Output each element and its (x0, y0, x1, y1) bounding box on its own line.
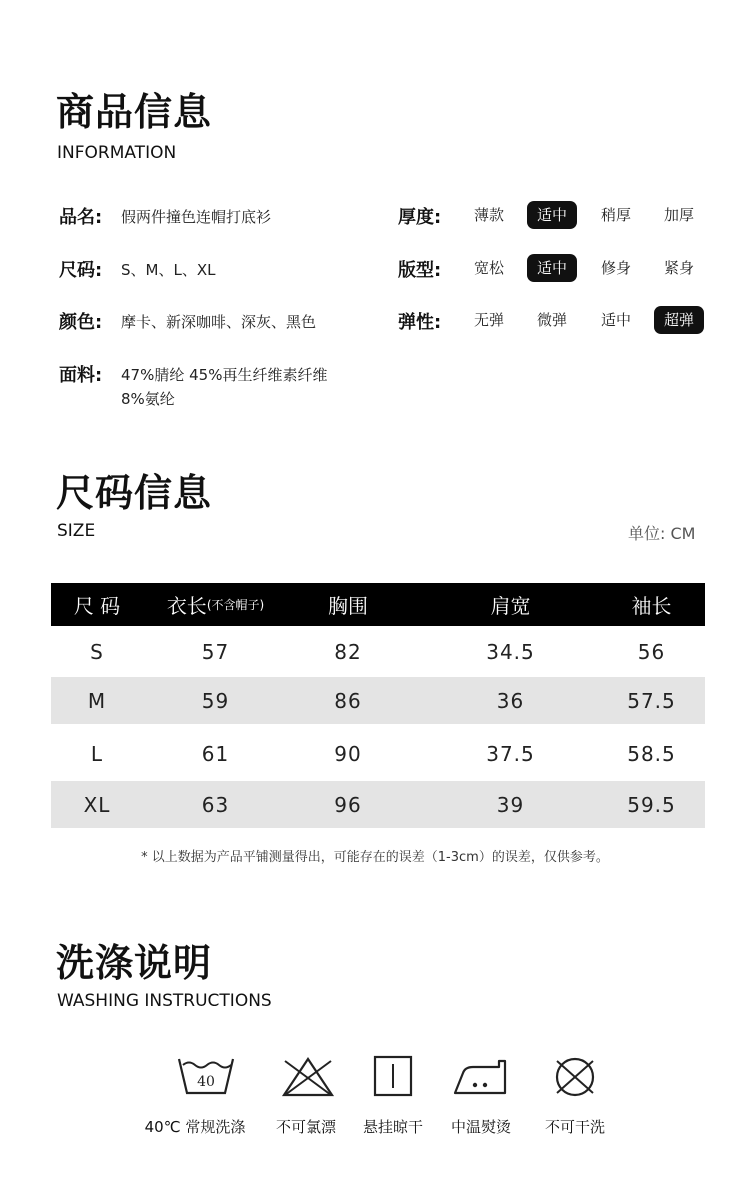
elasticity-option: 无弹 (473, 311, 504, 329)
thickness-label: 厚度: (398, 207, 442, 228)
cell-size: M (87, 688, 107, 713)
size-table-header (51, 583, 705, 626)
header-size: 尺 码 (73, 594, 121, 618)
size-value: S、M、L、XL (121, 261, 216, 279)
cell-shoulder: 34.5 (486, 639, 535, 664)
no-bleach-icon (277, 1055, 339, 1099)
elasticity-option: 微弹 (536, 311, 567, 329)
fit-option-selected: 适中 (527, 254, 577, 282)
fit-options (464, 254, 714, 282)
fit-label: 版型: (398, 260, 442, 281)
cell-shoulder: 36 (496, 688, 525, 713)
elasticity-options (464, 306, 714, 334)
cell-chest: 82 (334, 639, 362, 664)
color-label: 颜色: (59, 312, 103, 333)
thickness-options (464, 201, 714, 229)
header-shoulder: 肩宽 (490, 594, 531, 618)
washing-title: 洗涤说明 (56, 941, 213, 985)
no-dry-clean-icon (544, 1055, 606, 1099)
cell-shoulder: 37.5 (486, 741, 535, 766)
measurement-note: * 以上数据为产品平铺测量得出，可能存在的误差（1-3cm）的误差，仅供参考。 (141, 850, 609, 865)
elasticity-option-selected: 超弹 (654, 306, 704, 334)
size-label: 尺码: (59, 260, 103, 281)
table-row (51, 730, 705, 777)
iron-medium-label: 中温熨烫 (450, 1118, 511, 1136)
cell-length: 59 (201, 688, 230, 713)
table-row (51, 677, 705, 724)
cell-length: 57 (201, 639, 230, 664)
cell-size: S (90, 639, 104, 664)
elasticity-option: 适中 (600, 311, 631, 329)
elasticity-label: 弹性: (398, 312, 442, 333)
header-length-note: (不含帽子) (206, 598, 265, 612)
name-label: 品名: (59, 207, 103, 228)
cell-sleeve: 59.5 (627, 792, 676, 817)
table-row (51, 781, 705, 828)
no-bleach-label: 不可氯漂 (275, 1118, 336, 1136)
no-dry-clean-label: 不可干洗 (544, 1118, 605, 1136)
wash-40-label: 40℃ 常规洗涤 (144, 1118, 246, 1136)
fit-option: 紧身 (663, 259, 694, 277)
cell-size: L (90, 741, 104, 766)
hang-dry-icon (362, 1055, 424, 1099)
thickness-option-selected: 适中 (527, 201, 577, 229)
header-length-label: 衣长 (166, 594, 207, 618)
wash-temp-text: 40 (197, 1074, 215, 1090)
thickness-option: 薄款 (473, 206, 504, 224)
fit-option: 修身 (600, 259, 631, 277)
cell-shoulder: 39 (496, 792, 525, 817)
iron-medium-icon (451, 1055, 513, 1099)
cell-length: 61 (201, 741, 230, 766)
cell-chest: 90 (334, 741, 362, 766)
size-info-title: 尺码信息 (56, 471, 213, 515)
size-info-subtitle: SIZE (57, 521, 96, 541)
cell-size: XL (83, 792, 111, 817)
cell-sleeve: 58.5 (627, 741, 676, 766)
product-info-title: 商品信息 (56, 90, 213, 134)
washing-subtitle: WASHING INSTRUCTIONS (57, 991, 272, 1011)
cell-sleeve: 56 (637, 639, 666, 664)
fabric-label: 面料: (59, 365, 103, 386)
fit-option: 宽松 (473, 259, 504, 277)
header-length (143, 583, 288, 626)
header-chest: 胸围 (328, 594, 368, 618)
cell-length: 63 (201, 792, 230, 817)
thickness-option: 稍厚 (600, 206, 631, 224)
fabric-value-line1: 47%腈纶 45%再生纤维素纤维 (121, 366, 328, 384)
thickness-option: 加厚 (663, 206, 694, 224)
wash-40-icon (175, 1055, 237, 1099)
unit-label: 单位: CM (628, 524, 696, 543)
cell-chest: 96 (334, 792, 362, 817)
cell-chest: 86 (334, 688, 362, 713)
cell-sleeve: 57.5 (627, 688, 676, 713)
color-value: 摩卡、新深咖啡、深灰、黑色 (121, 313, 317, 331)
hang-dry-label: 悬挂晾干 (362, 1118, 423, 1136)
fabric-value-line2: 8%氨纶 (121, 390, 175, 408)
product-info-subtitle: INFORMATION (57, 143, 177, 163)
table-row (51, 628, 705, 675)
name-value: 假两件撞色连帽打底衫 (121, 208, 272, 226)
header-sleeve: 袖长 (631, 594, 672, 618)
